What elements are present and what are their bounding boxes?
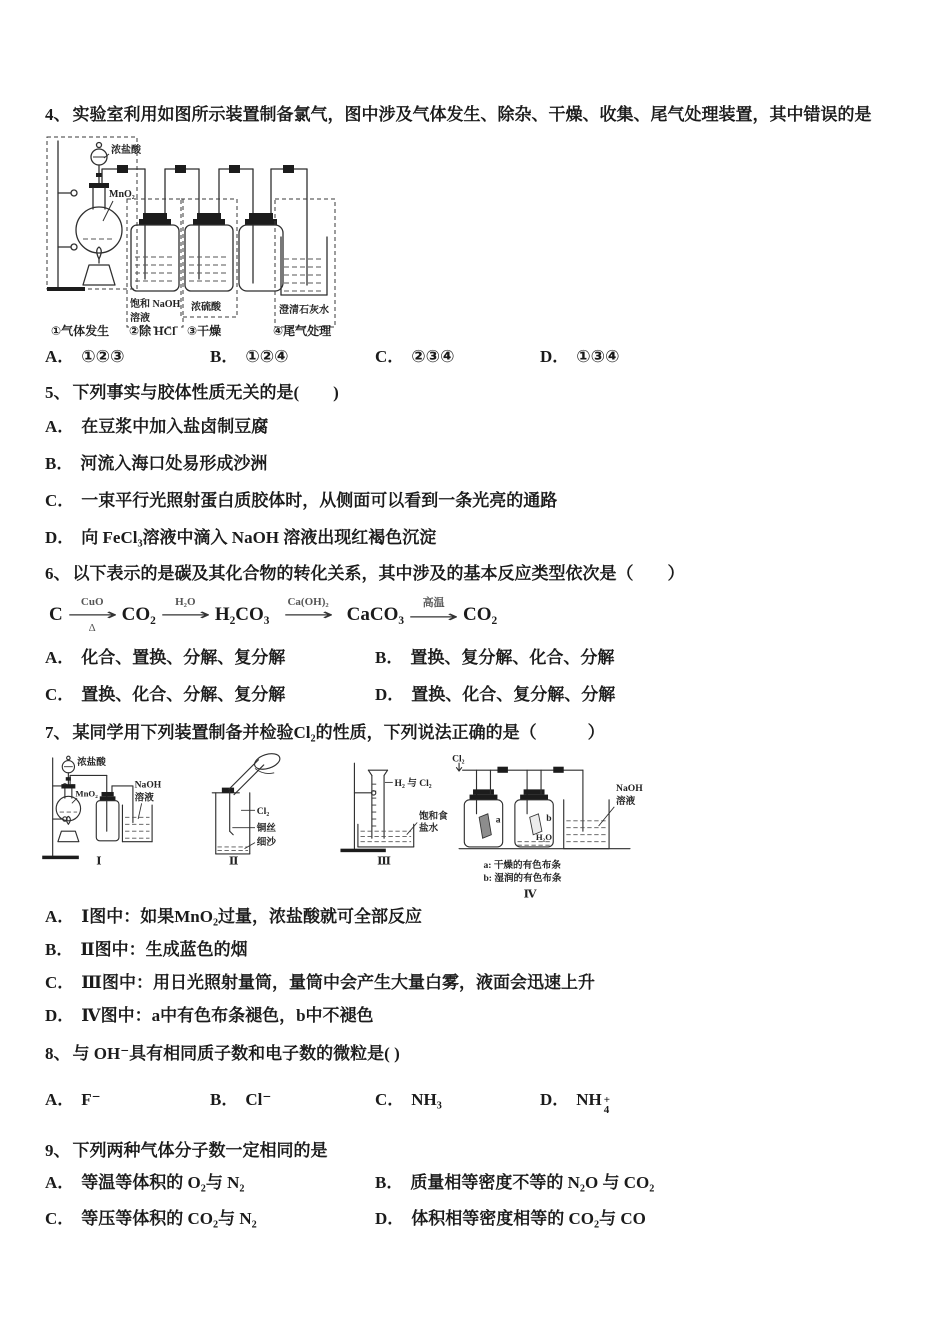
option-text: Cl⁻ [245,1090,272,1109]
q7-IV-label-h2o: H₂O [535,831,553,842]
q4-label-naoh-line1: 饱和 NaOH [130,299,181,310]
option-label: A． [45,648,75,667]
option-label: C． [45,1209,75,1228]
question-4-options [45,345,910,369]
question-6-option-a [45,646,375,670]
arrow-condition: Ca(OH)₂ [287,595,329,608]
reaction-arrow [67,596,118,635]
question-9-options-row-2 [45,1207,910,1231]
q4-label-concentrated-hcl: 浓盐酸 [111,145,141,156]
option-text: 一束平行光照射蛋白质胶体时，从侧面可以看到一条光亮的通路 [81,491,558,510]
q4-caption-tail-gas: ④尾气处理 [273,324,332,338]
question-9-number: 9、 [45,1141,71,1160]
option-label: C． [375,1090,405,1109]
option-text: 质量相等密度不等的 N₂O 与 CO₂ [410,1173,655,1192]
q7-II-label-cl2: Cl₂ [256,805,270,817]
question-7-apparatus-figure [30,751,930,901]
option-label: B． [210,347,239,366]
question-7-number: 7、 [45,723,71,742]
option-label: B． [45,940,74,959]
option-label: A． [45,1090,75,1109]
q7-I-label-mno2: MnO₂ [75,788,98,799]
gas-generation-unit [47,137,142,291]
apparatus-IV-cloth-test [452,753,643,900]
question-8-option-b [210,1088,375,1115]
question-8 [45,1042,910,1115]
q4-label-naoh-line2: 溶液 [130,313,150,324]
question-9-stem [45,1139,910,1163]
option-label: A． [45,347,75,366]
question-9-stem-text: 下列两种气体分子数一定相同的是 [72,1141,328,1160]
question-7-stem-text: 某同学用下列装置制备并检验Cl₂的性质，下列说法正确的是（ ） [72,723,605,742]
reaction-arrow [408,594,459,637]
question-4-apparatus-figure [45,133,375,339]
question-4-option-a [45,345,210,369]
apparatus-III-cylinder [340,763,448,867]
reaction-arrow [160,596,211,635]
question-5-number: 5、 [45,383,71,402]
option-text: 置换、复分解、化合、分解 [410,648,615,667]
option-text: Ⅲ图中：用日光照射量筒，量筒中会产生大量白雾，液面会迅速上升 [81,973,595,992]
question-5-stem-text: 下列事实与胶体性质无关的是( ) [72,383,339,402]
option-label: A． [45,1173,75,1192]
arrow-condition: CuO [80,595,104,608]
q7-III-label-brine-line2: 盐水 [418,823,439,835]
option-text: 化合、置换、分解、复分解 [81,648,286,667]
question-4-option-d [540,345,705,369]
naoh-washing-bottle [127,199,183,327]
option-text: 向 FeCl₃溶液中滴入 NaOH 溶液出现红褐色沉淀 [81,528,437,547]
question-5 [45,381,910,550]
option-text: ①②④ [245,347,289,366]
question-8-options [45,1088,910,1115]
question-6 [45,562,910,707]
question-7-stem [45,721,910,745]
q7-III-label-brine-line1: 饱和食 [418,811,448,823]
question-6-number: 6、 [45,564,71,583]
question-8-option-a [45,1088,210,1115]
option-label: C． [45,491,75,510]
question-6-option-c [45,683,375,707]
option-label: A． [45,907,75,926]
question-7 [45,721,910,1028]
option-text: Ⅰ图中：如果MnO₂过量，浓盐酸就可全部反应 [81,907,423,926]
q7-III-label-h2-cl2: H₂ 与 Cl₂ [394,777,432,789]
separating-funnel [91,143,107,184]
option-label: C． [45,973,75,992]
q7-IV-label-cl2: Cl₂ [452,753,465,765]
option-text: ①②③ [81,347,125,366]
question-9-option-d [375,1207,705,1231]
option-text: Ⅱ图中：生成蓝色的烟 [80,940,248,959]
option-text [576,1088,610,1115]
formula-base: NH [576,1090,602,1109]
h2so4-washing-bottle [181,199,237,317]
equation-species: CO₂ [121,604,156,625]
question-4-number: 4、 [45,105,71,124]
q7-roman-I: Ⅰ [96,855,102,868]
equation-species: C [49,604,63,625]
q7-IV-caption-a: a: 干燥的有色布条 [483,859,561,871]
question-9-option-b [375,1171,705,1195]
option-text: 在豆浆中加入盐卤制豆腐 [81,417,269,436]
option-text: 体积相等密度相等的 CO₂与 CO [411,1209,646,1228]
apparatus-I-generator [42,756,162,867]
question-7-option-a [45,905,910,929]
question-7-option-b [45,938,910,962]
q7-IV-caption-b: b: 湿润的有色布条 [483,872,562,884]
q4-label-limewater: 澄清石灰水 [279,305,329,316]
question-5-option-a [45,415,910,439]
reaction-arrow [273,596,342,635]
q7-I-label-rongye: 溶液 [134,792,154,804]
option-label: C． [45,685,75,704]
equation-species: H₂CO₃ [214,604,270,625]
question-8-option-c [375,1088,540,1115]
question-4-stem [45,103,910,127]
question-7-option-c [45,971,910,995]
arrow-shaft: ⟶ [160,604,211,624]
q7-I-label-hcl: 浓盐酸 [77,756,106,768]
option-text: 河流入海口处易形成沙洲 [80,454,268,473]
question-4-option-b [210,345,375,369]
option-text: 等压等体积的 CO₂与 N₂ [81,1209,257,1228]
question-5-option-c [45,489,910,513]
question-5-option-b [45,452,910,476]
q7-roman-IV: Ⅳ [523,888,537,901]
question-8-number: 8、 [45,1044,71,1063]
arrow-condition-below: Δ [88,621,96,634]
q7-IV-label-b: b [546,812,552,824]
q7-IV-label-naoh: NaOH [616,783,643,795]
q7-IV-label-a: a [495,814,501,826]
equation-species: CO₂ [463,604,498,625]
question-6-option-b [375,646,705,670]
question-9 [45,1139,910,1231]
option-label: D． [375,685,405,704]
option-label: D． [45,1006,75,1025]
option-text: 置换、化合、分解、复分解 [81,685,286,704]
option-label: D． [540,347,570,366]
question-6-option-d [375,683,705,707]
option-text: ①③④ [576,347,620,366]
apparatus-II-gas-jar [212,751,282,867]
question-6-stem-text: 以下表示的是碳及其化合物的转化关系，其中涉及的基本反应类型依次是（ ） [72,564,685,583]
question-6-equation [45,592,910,638]
q4-caption-remove-hcl: ②除 HCl [129,324,176,338]
equation-species: CaCO₃ [346,604,405,625]
q7-II-label-copper-wire: 铜丝 [256,823,276,835]
q7-II-label-fine-sand: 细沙 [256,837,276,849]
arrow-condition: 高温 [422,596,445,609]
option-label: B． [375,648,404,667]
question-8-stem-text: 与 OH⁻具有相同质子数和电子数的微粒是( ) [72,1044,400,1063]
option-label: A． [45,417,75,436]
option-label: B． [210,1090,239,1109]
q7-roman-III: Ⅲ [377,855,391,868]
question-4 [45,103,910,369]
question-9-options-row-1 [45,1171,910,1195]
option-label: D． [45,528,75,547]
q4-label-h2so4: 浓硫酸 [191,302,221,313]
arrow-shaft: ⟶ [66,604,118,624]
question-4-stem-text: 实验室利用如图所示装置制备氯气，图中涉及气体发生、除杂、干燥、收集、尾气处理装置，其中错误的是 [72,105,872,124]
question-5-option-d [45,526,910,550]
option-text: Ⅳ图中：a中有色布条褪色，b中不褪色 [81,1006,374,1025]
question-4-option-c [375,345,540,369]
formula-superscript: + [603,1094,611,1106]
arrow-condition: H₂O [175,595,196,608]
question-8-stem [45,1042,910,1066]
q4-label-mno2: MnO₂ [109,189,135,200]
option-label: D． [375,1209,405,1228]
formula-subscript: 4 [603,1104,610,1116]
q7-roman-II: Ⅱ [228,855,239,868]
option-label: B． [45,454,74,473]
q7-IV-label-rongye: 溶液 [616,796,636,808]
limewater-beaker [275,199,335,327]
option-text: ②③④ [411,347,455,366]
option-label: D． [540,1090,570,1109]
option-text: F⁻ [81,1090,101,1109]
question-5-stem [45,381,910,405]
arrow-shaft: ⟶ [282,604,334,624]
option-label: B． [375,1173,404,1192]
question-9-option-c [45,1207,375,1231]
question-8-option-d [540,1088,705,1115]
question-7-option-d [45,1004,910,1028]
question-6-stem [45,562,910,586]
option-label: C． [375,347,405,366]
option-text: NH₃ [411,1090,442,1109]
question-9-option-a [45,1171,375,1195]
q4-caption-gas-generation: ①气体发生 [51,324,110,338]
question-6-options-row-1 [45,646,910,670]
q4-caption-drying: ③干燥 [187,324,222,338]
formula-charge-stack [604,1095,610,1115]
q7-I-label-naoh: NaOH [134,779,162,791]
arrow-shaft: ⟶ [408,606,459,626]
question-6-options-row-2 [45,683,910,707]
option-text: 等温等体积的 O₂与 N₂ [81,1173,245,1192]
collection-bottle [239,213,283,291]
option-text: 置换、化合、复分解、分解 [411,685,616,704]
